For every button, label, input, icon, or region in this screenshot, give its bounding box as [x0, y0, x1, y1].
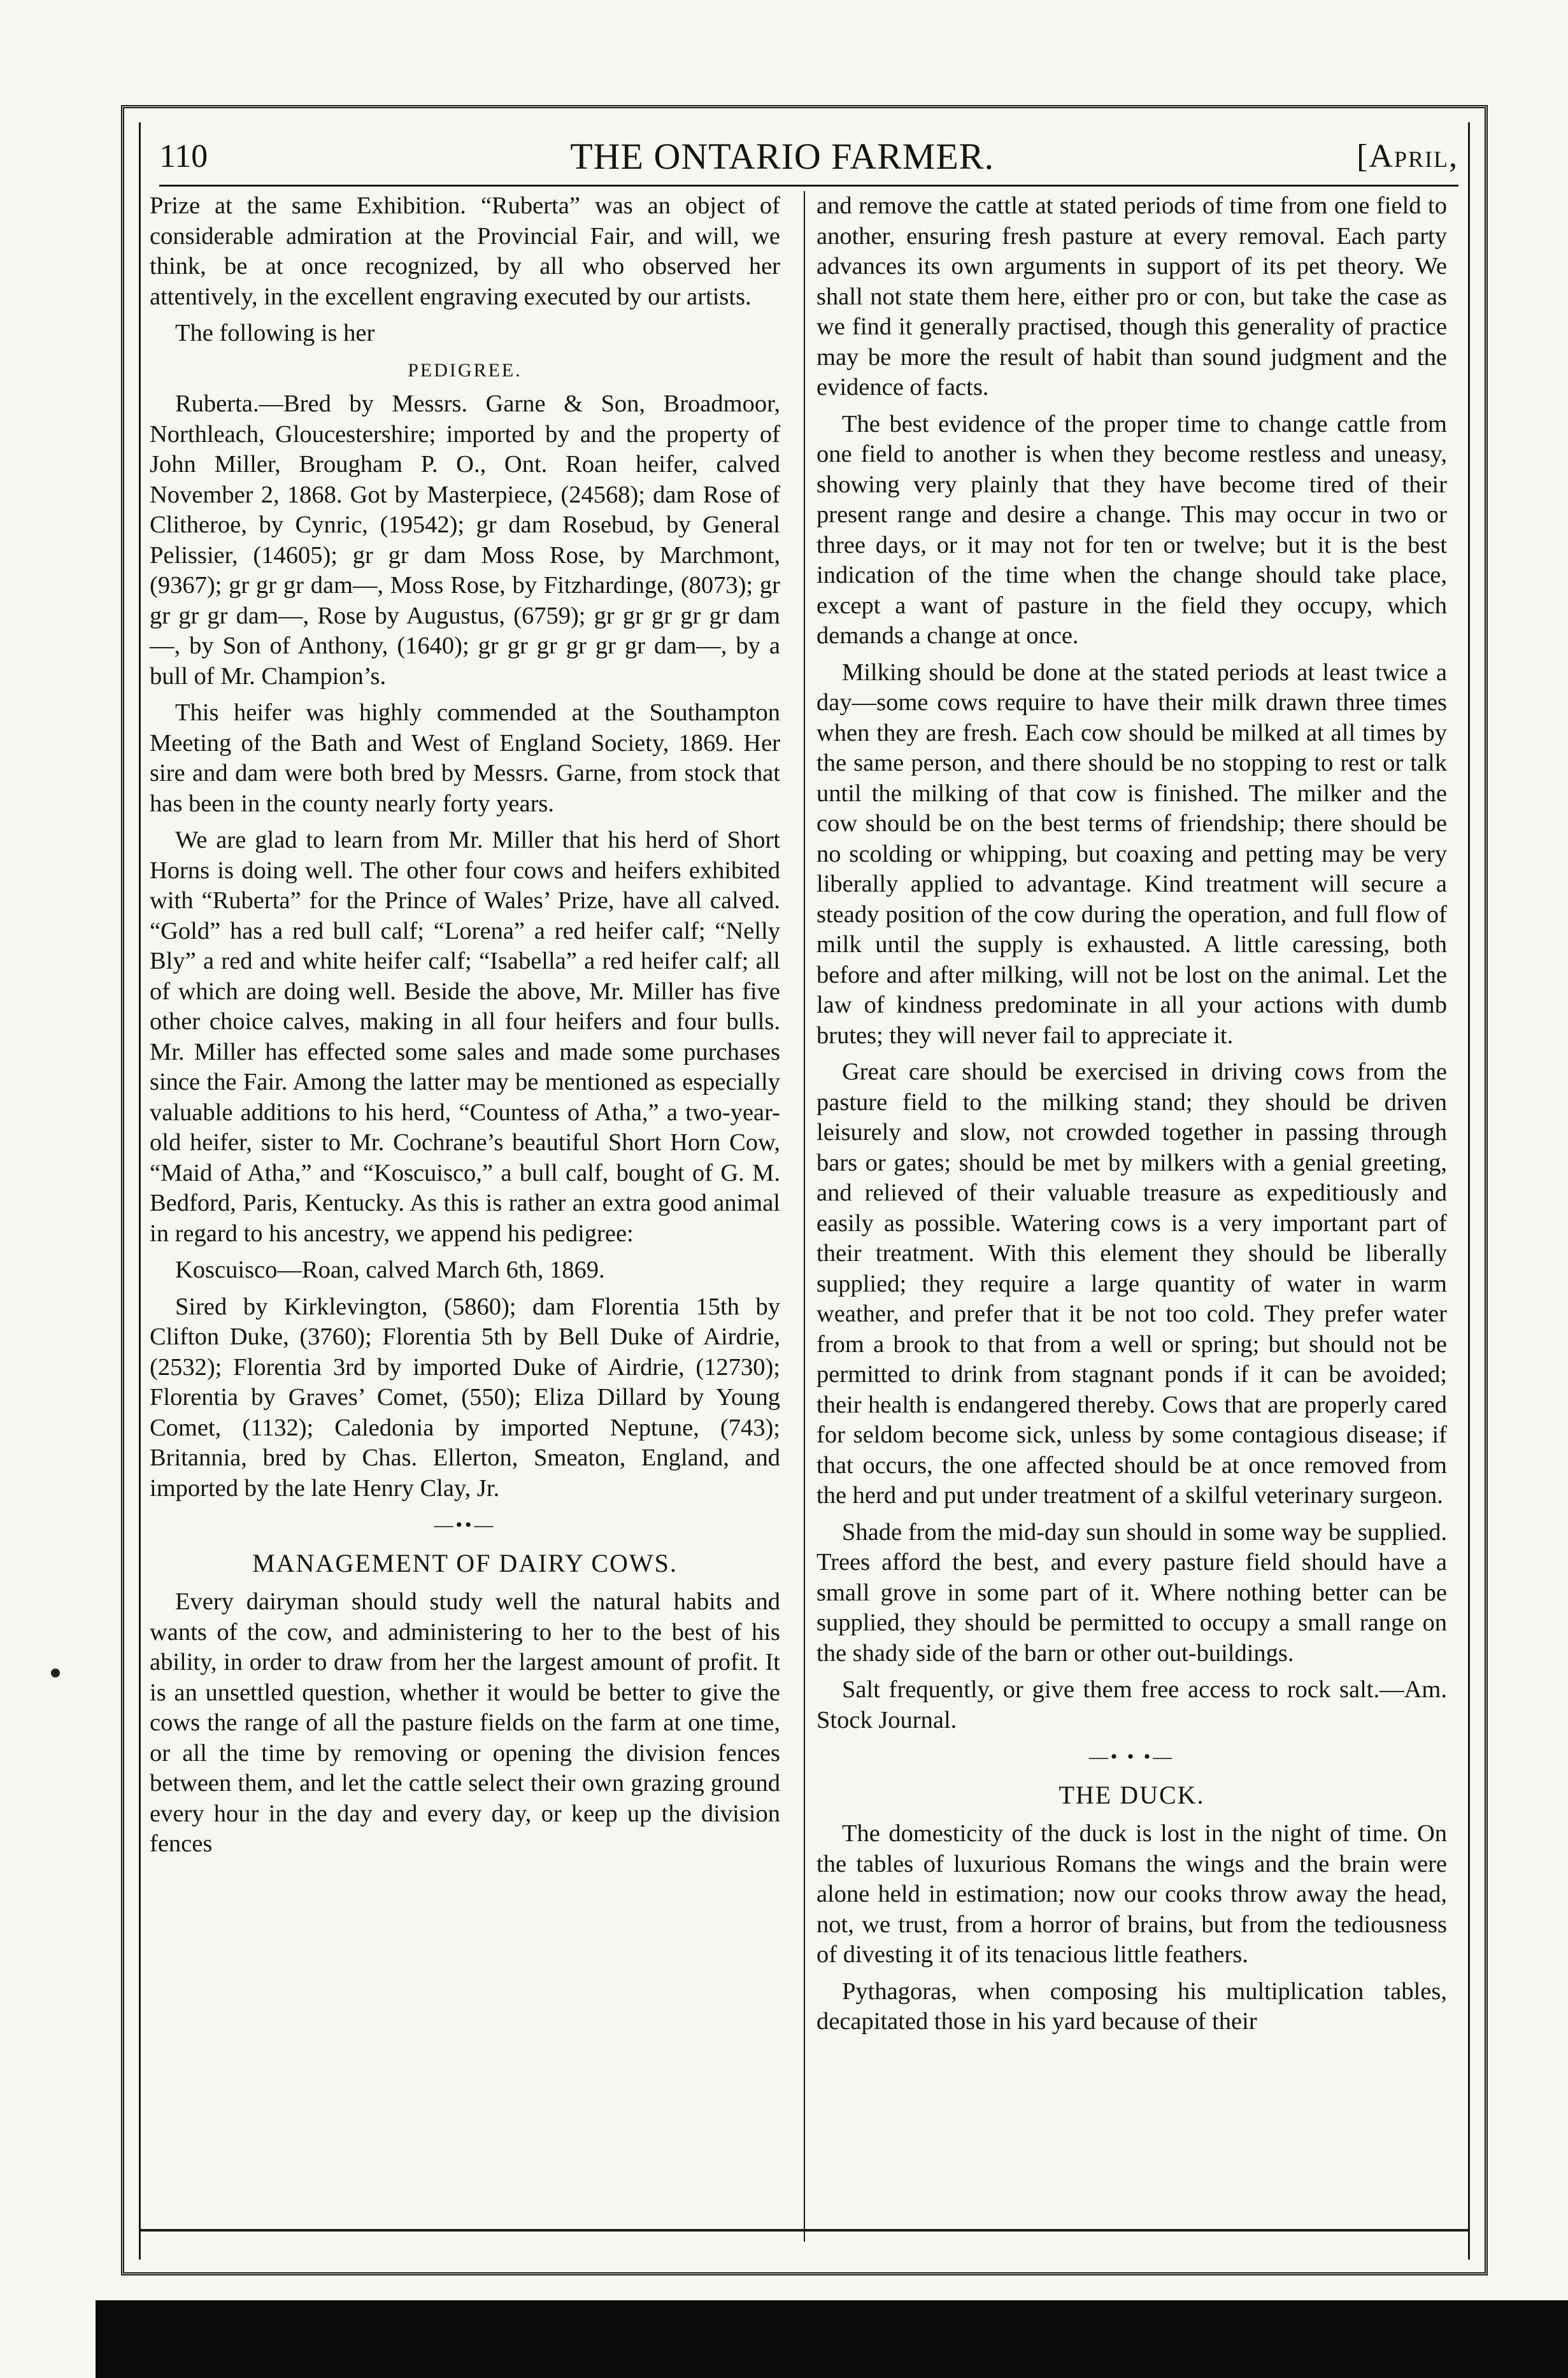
- left-column: [150, 191, 780, 1866]
- paragraph: Milking should be done at the stated periods at least twice a day—some cows require to have their milk drawn three times when they are fresh. Each cow should be milked at all times by the same person, and there should be no stopping to rest or talk until the milking of that cow is finished. The milker and the cow should be on the best terms of friendship; there should be no scolding or whipping, but coaxing and petting may be very liberally applied to advantage. Kind treatment will secure a steady position of the cow during the operation, and full flow of milk until the supply is exhausted. A little caressing, both before and after milking, will not be lost on the animal. Let the law of kindness predominate in all your actions with dumb brutes; they will never fail to appreciate it.: [816, 659, 1447, 1049]
- section-separator: —••—: [434, 1514, 496, 1535]
- paragraph: Every dairyman should study well the natural habits and wants of the cow, and administering to her to the best of his ability, in order to draw from her the largest amount of profit. It is an unsettled question, whether it would be better to give the cows the range of all the pasture fields on the farm at one time, or all the time by removing or opening the division fences between them, and let the cattle select their own grazing ground every hour in the day and every day, or keep up the division fences: [150, 1588, 780, 1857]
- margin-mark: [51, 1669, 60, 1677]
- paragraph: Pythagoras, when composing his multiplication tables, decapitated those in his yard because of their: [816, 1977, 1447, 2035]
- masthead-title: THE ONTARIO FARMER.: [570, 135, 994, 177]
- paragraph: and remove the cattle at stated periods of time from one field to another, ensuring fresh pasture at every removal. Each party advances its own arguments in support of its pet theory. We shall not state them here, either pro or con, but take the case as we find it generally practised, though this generality of practice may be more the result of habit than sound judgment and the evidence of facts.: [816, 192, 1447, 401]
- paragraph: This heifer was highly commended at the Southampton Meeting of the Bath and West of England Society, 1869. Her sire and dam were both bred by Messrs. Garne, from stock that has been in the county nearly forty years.: [150, 699, 780, 817]
- paragraph: Prize at the same Exhibition. “Ruberta” was an object of considerable admiration at the Provincial Fair, and will, we think, be at once recognized, by all who observed her attentively, in the excellent engraving executed by our artists.: [150, 192, 780, 310]
- paragraph: Salt frequently, or give them free access to rock salt.—Am. Stock Journal.: [816, 1676, 1447, 1734]
- paragraph: The domesticity of the duck is lost in the night of time. On the tables of luxurious Romans the wings and the brain were alone held in estimation; now our cooks throw away the head, not, we trust, from a horror of brains, but from the tediousness of divesting it of its tenacious little feathers.: [816, 1820, 1447, 1968]
- page-header: [159, 127, 1458, 187]
- issue-month: [April,: [1357, 138, 1458, 174]
- article-heading-dairy: MANAGEMENT OF DAIRY COWS.: [252, 1548, 678, 1577]
- section-separator: —• • •—: [1088, 1746, 1175, 1767]
- right-column: [816, 191, 1447, 2044]
- column-divider: [804, 191, 805, 2242]
- paragraph: Shade from the mid-day sun should in some way be supplied. Trees afford the best, and every pasture field should have a small grove in some part of it. Where nothing better can be supplied, they should be permitted to occupy a small range on the shady side of the barn or other out-buildings.: [816, 1518, 1447, 1667]
- paragraph: Sired by Kirklevington, (5860); dam Florentia 15th by Clifton Duke, (3760); Florentia 5th by Bell Duke of Airdrie, (2532); Florentia 3rd by imported Duke of Airdrie, (12730); Florentia by Graves’ Comet, (550); Eliza Dillard by Young Comet, (1132); Caledonia by imported Neptune, (743); Britannia, bred by Chas. Ellerton, Smeaton, England, and imported by the late Henry Clay, Jr.: [150, 1293, 780, 1502]
- article-heading-duck: THE DUCK.: [1058, 1780, 1205, 1809]
- paragraph: We are glad to learn from Mr. Miller that his herd of Short Horns is doing well. The other four cows and heifers exhibited with “Ruberta” for the Prince of Wales’ Prize, have all calved. “Gold” has a red bull calf; “Lorena” a red heifer calf; “Nelly Bly” a red and white heifer calf; “Isabella” a red heifer calf; all of which are doing well. Beside the above, Mr. Miller has five other choice calves, making in all four heifers and four bulls. Mr. Miller has effected some sales and made some purchases since the Fair. Among the latter may be mentioned as especially valuable additions to his herd, “Countess of Atha,” a two-year-old heifer, sister to Mr. Cochrane’s beautiful Short Horn Cow, “Maid of Atha,” and “Koscuisco,” a bull calf, bought of G. M. Bedford, Paris, Kentucky. As this is rather an extra good animal in regard to his ancestry, we append his pedigree:: [150, 827, 780, 1247]
- paragraph: The following is her: [175, 320, 375, 346]
- page-number: 110: [159, 138, 208, 174]
- pedigree-heading: PEDIGREE.: [408, 359, 522, 381]
- paragraph: Ruberta.—Bred by Messrs. Garne & Son, Broadmoor, Northleach, Gloucestershire; imported by and the property of John Miller, Brougham P. O., Ont. Roan heifer, calved November 2, 1868. Got by Masterpiece, (24568); dam Rose of Clitheroe, by Cynric, (19542); gr dam Rosebud, by General Pelissier, (14605); gr gr dam Moss Rose, by Marchmont, (9367); gr gr gr dam—, Moss Rose, by Fitzhardinge, (8073); gr gr gr gr dam—, Rose by Augustus, (6759); gr gr gr gr gr dam—, by Son of Anthony, (1640); gr gr gr gr gr gr dam—, by a bull of Mr. Champion’s.: [150, 390, 780, 690]
- paragraph: Koscuisco—Roan, calved March 6th, 1869.: [175, 1257, 605, 1283]
- bottom-rule: [139, 2229, 1470, 2232]
- paragraph: The best evidence of the proper time to change cattle from one field to another is when they become restless and uneasy, showing very plainly that they have become tired of their present range and desire a change. This may occur in two or three days, or it may not for ten or twelve; but it is the best indication of the time when the change should take place, except a want of pasture in the field they occupy, which demands a change at once.: [816, 410, 1447, 649]
- scan-edge: [96, 2300, 1568, 2378]
- paragraph: Great care should be exercised in driving cows from the pasture field to the milking stand; they should be driven leisurely and slow, not crowded together in passing through bars or gates; should be met by milkers with a genial greeting, and relieved of their valuable treasure as expeditiously and easily as possible. Watering cows is a very important part of their treatment. With this element they should be liberally supplied; they require a large quantity of water in warm weather, and prefer that it be not too cold. They prefer water from a brook to that from a well or spring; but should not be permitted to drink from stagnant ponds if it can be avoided; their health is endangered thereby. Cows that are properly cared for seldom become sick, unless by some contagious disease; if that occurs, the one affected should be at once removed from the herd and put under treatment of a skilful veterinary surgeon.: [816, 1058, 1447, 1509]
